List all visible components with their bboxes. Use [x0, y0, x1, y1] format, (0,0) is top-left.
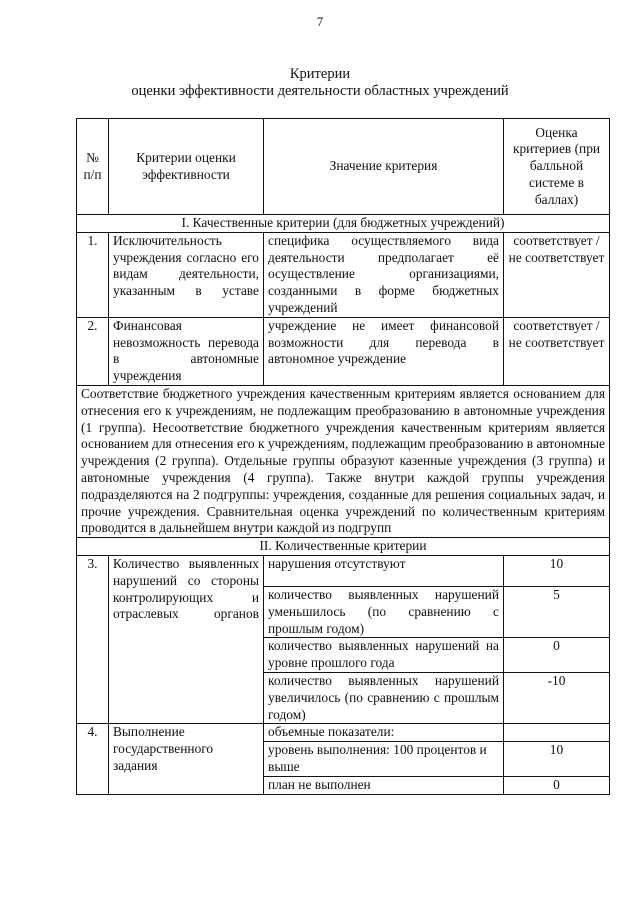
row-2-score: соответствует / не соответствует: [504, 317, 610, 385]
section-2-heading: II. Количественные критерии: [77, 538, 610, 556]
header-score: Оценка критериев (при балльной системе в баллах): [504, 119, 610, 215]
title-line-1: Критерии: [289, 66, 351, 82]
row-3-value-3: количество выявленных нарушений на уровне прошлого года: [264, 638, 504, 673]
group-note: Соответствие бюджетного учреждения качественным критериям является основанием для отнесения его к учреждениям, не подлежащим преобразованию в автономные учреждения (1 группа). Несоответствие бюджетного учреждения качественным критериям является основанием для отнесения его к учреждениям, подлежащим преобразованию в автономные учреждения (2 группа). Отдельные группы образуют казенные учреждения (3 группа) и автономные учреждения (4 группа). Также внутри каждой группы учреждения подразделяются на 2 подгруппы: учреждения, созданные для решения социальных задач, и прочие учреждения. Сравнительная оценка учреждений по количественным критериям проводится в дальнейшем внутри каждой из подгрупп: [77, 385, 610, 537]
row-2-number: 2.: [77, 317, 109, 385]
table-row: [77, 317, 610, 385]
header-criteria: Критерии оценки эффективности: [109, 119, 264, 215]
row-3-criterion: Количество выявленных нарушений со стороны контролирующих и отраслевых органов: [109, 555, 264, 723]
row-3-score-2: 5: [504, 586, 610, 637]
table-row: [77, 555, 610, 586]
note-row: [77, 385, 610, 537]
row-1-criterion: Исключительность учреждения согласно его видам деятельности, указанным в уставе: [109, 232, 264, 317]
row-1-value: специфика осуществляемого вида деятельности предполагает её осуществление организациями, созданными в форме бюджетных учреждений: [264, 232, 504, 317]
row-3-value-4: количество выявленных нарушений увеличилось (по сравнению с прошлым годом): [264, 672, 504, 723]
row-4-score-2: 0: [504, 776, 610, 794]
table-row: [77, 232, 610, 317]
page-number: 7: [316, 14, 324, 29]
title-line-2: оценки эффективности деятельности областных учреждений: [131, 83, 509, 99]
row-4-value-2: план не выполнен: [264, 776, 504, 794]
row-4-criterion: Выполнение государственного задания: [109, 724, 264, 794]
row-2-value: учреждение не имеет финансовой возможности для перевода в автономное учреждение: [264, 317, 504, 385]
row-1-number: 1.: [77, 232, 109, 317]
row-4-number: 4.: [77, 724, 109, 794]
table-header-row: [77, 119, 610, 215]
row-3-number: 3.: [77, 555, 109, 723]
section-1-heading: I. Качественные критерии (для бюджетных учреждений): [77, 215, 610, 233]
row-4-value-1: уровень выполнения: 100 процентов и выше: [264, 742, 504, 777]
row-2-criterion: Финансовая невозможность перевода в автономные учреждения: [109, 317, 264, 385]
row-4-volume-label: объемные показатели:: [264, 724, 504, 742]
section-heading-row: [77, 538, 610, 556]
row-3-value-1: нарушения отсутствуют: [264, 555, 504, 586]
row-3-score-4: -10: [504, 672, 610, 723]
row-3-value-2: количество выявленных нарушений уменьшилось (по сравнению с прошлым годом): [264, 586, 504, 637]
row-3-score-1: 10: [504, 555, 610, 586]
header-value: Значение критерия: [264, 119, 504, 215]
section-heading-row: [77, 215, 610, 233]
header-number: № п/п: [77, 119, 109, 215]
row-3-score-3: 0: [504, 638, 610, 673]
row-1-score: соответствует / не соответствует: [504, 232, 610, 317]
document-title: [0, 66, 640, 100]
table-row: [77, 724, 610, 742]
row-4-score-1: 10: [504, 742, 610, 777]
row-4-score-blank: [504, 724, 610, 742]
criteria-table: [76, 118, 610, 795]
